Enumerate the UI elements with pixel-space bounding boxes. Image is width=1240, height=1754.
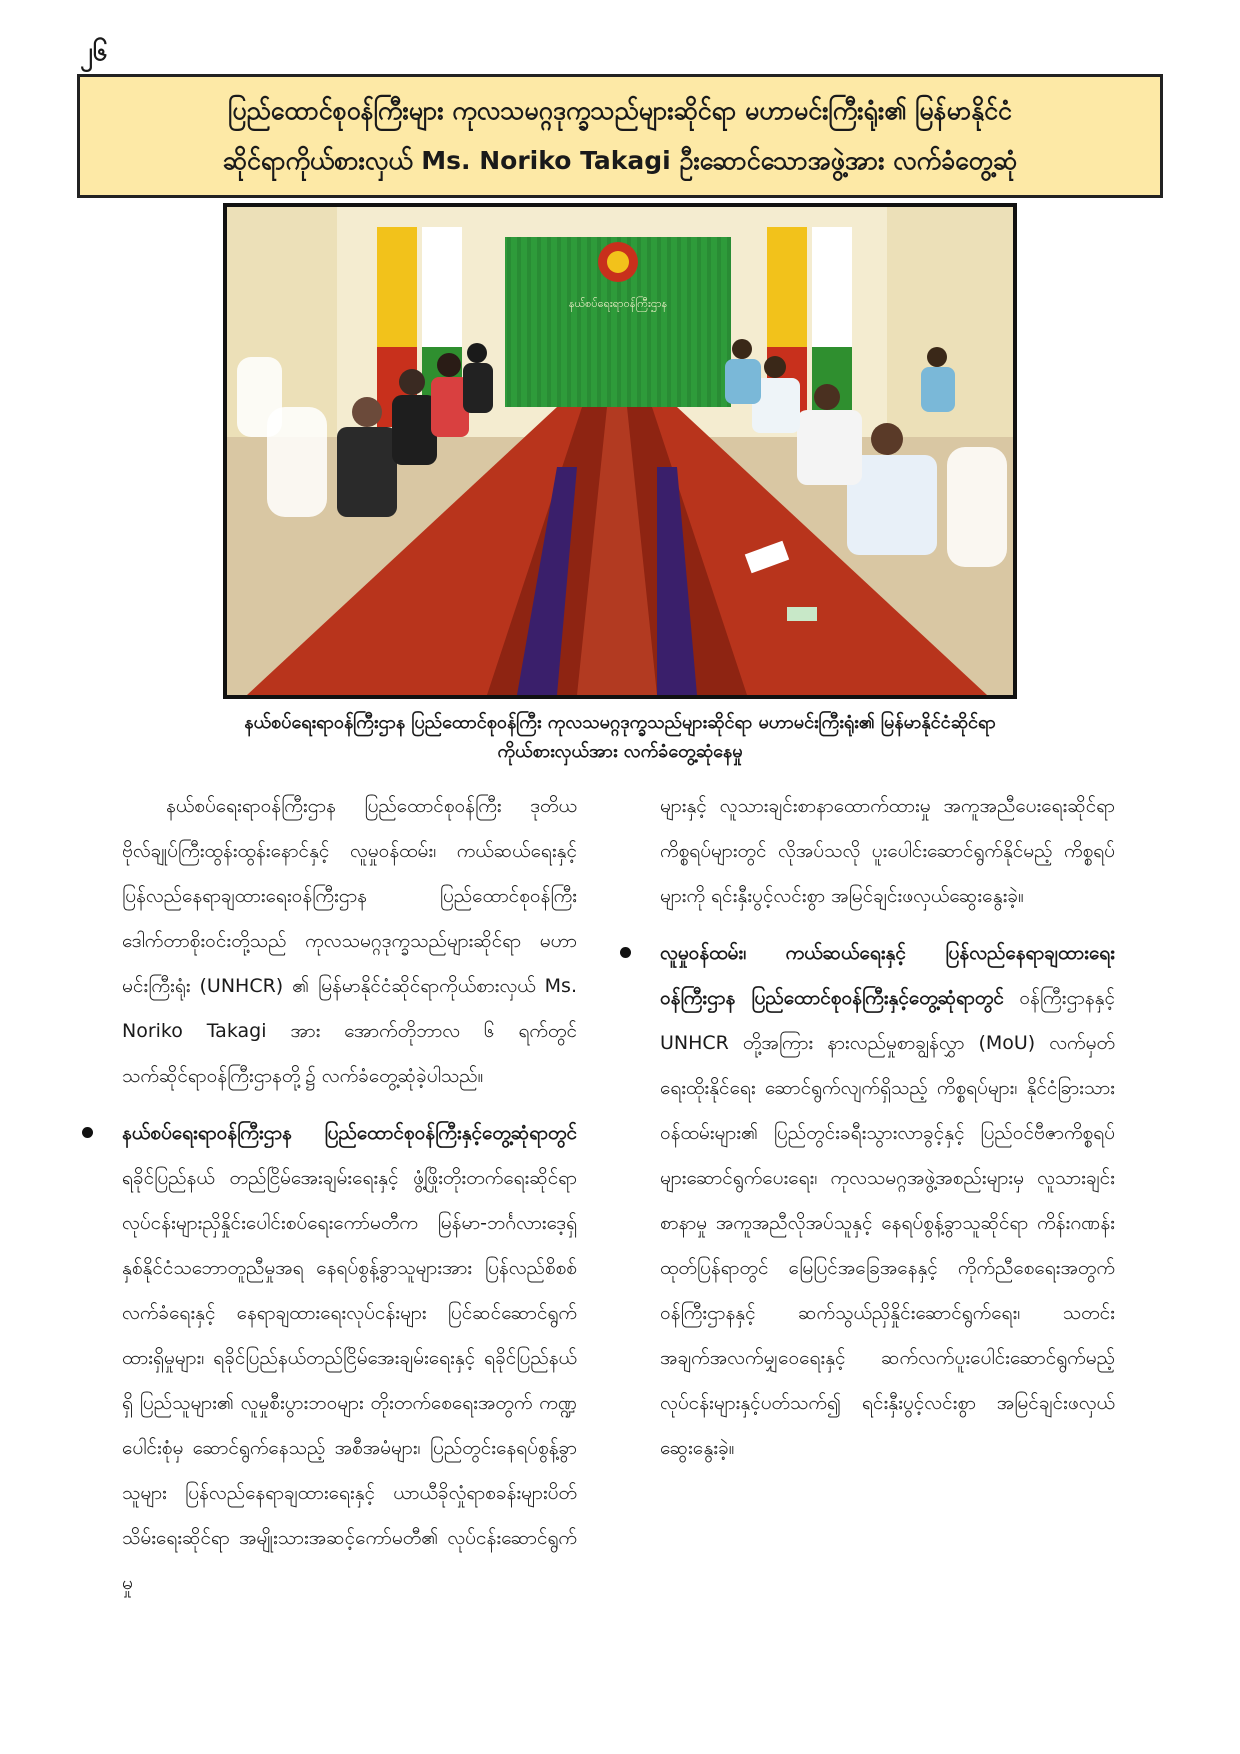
meeting-photo (223, 203, 1017, 699)
bullet-1-text: ရခိုင်ပြည်နယ် တည်ငြိမ်အေးချမ်းရေးနှင့် ဖွံ့ဖြိုးတိုးတက်ရေးဆိုင်ရာလုပ်ငန်းများညှိနှိုင်းပေါင်းစပ်ရေးကော်မတီက မြန်မာ-ဘင်္ဂလားဒေ့ရှ် နှစ်နိုင်ငံသဘောတူညီမှုအရ နေရပ်စွန့်ခွာသူများအား ပြန်လည်စိစစ်လက်ခံရေးနှင့် နေရာချထားရေးလုပ်ငန်းများ ပြင်ဆင်ဆောင်ရွက်ထားရှိမှုများ၊ ရခိုင်ပြည်နယ်တည်ငြိမ်အေးချမ်းရေးနှင့် ရခိုင်ပြည်နယ်ရှိ ပြည်သူများ၏ လူမှုစီးပွားဘဝများ တိုးတက်စေရေးအတွက် ကဏ္ဍပေါင်းစုံမှ ဆောင်ရွက်နေသည့် အစီအမံများ၊ ပြည်တွင်းနေရပ်စွန့်ခွာသူများ ပြန်လည်နေရာချထားရေးနှင့် ယာယီခိုလှုံရာစခန်းများပိတ်သိမ်းရေးဆိုင်ရာ အမျိုးသားအဆင့်ကော်မတီ၏ လုပ်ငန်းဆောင်ရွက်မှု (122, 1167, 577, 1594)
title-line-2: ဆိုင်ရာကိုယ်စားလှယ် Ms. Noriko Takagi ဦးဆောင်သောအဖွဲ့အား လက်ခံတွေ့ဆုံ (222, 146, 1018, 175)
title-box (77, 74, 1163, 198)
bullet-1-heading: နယ်စပ်ရေးရာဝန်ကြီးဌာန ပြည်ထောင်စုဝန်ကြီးနှင့်တွေ့ဆုံရာတွင် (122, 1122, 577, 1144)
banner-text: နယ်စပ်ရေးရာဝန်ကြီးဌာန (568, 297, 668, 310)
left-column (122, 784, 577, 1606)
right-column (660, 784, 1115, 1471)
continuation-paragraph: များနှင့် လူသားချင်းစာနာထောက်ထားမှု အကူအညီပေးရေးဆိုင်ရာကိစ္စရပ်များတွင် လိုအပ်သလို ပူးပေါင်းဆောင်ရွက်နိုင်မည့် ကိစ္စရပ်များကို ရင်းနှီးပွင့်လင်းစွာ အမြင်ချင်းဖလှယ်ဆွေးနွေးခဲ့။ (660, 795, 1115, 907)
meeting-photo-illustration (227, 207, 1013, 695)
bullet-item-1 (122, 1111, 577, 1606)
bullet-2-text: ဝန်ကြီးဌာနနှင့် UNHCR တို့အကြား နားလည်မှုစာချွန်လွှာ (MoU) လက်မှတ်ရေးထိုးနိုင်ရေး ဆောင်ရွက်လျက်ရှိသည့် ကိစ္စရပ်များ၊ နိုင်ငံခြားသားဝန်ထမ်းများ၏ ပြည်တွင်းခရီးသွားလာခွင့်နှင့် ပြည်ဝင်ဗီဇာကိစ္စရပ်များဆောင်ရွက်ပေးရေး၊ ကုလသမဂ္ဂအဖွဲ့အစည်းများမှ လူသားချင်းစာနာမှု အကူအညီလိုအပ်သူနှင့် နေရပ်စွန့်ခွာသူဆိုင်ရာ ကိန်းဂဏန်းထုတ်ပြန်ရာတွင် မြေပြင်အခြေအနေနှင့် ကိုက်ညီစေရေးအတွက် ဝန်ကြီးဌာနနှင့် ဆက်သွယ်ညှိနှိုင်းဆောင်ရွက်ရေး၊ သတင်းအချက်အလက်မျှဝေရေးနှင့် ဆက်လက်ပူးပေါင်းဆောင်ရွက်မည့်လုပ်ငန်းများနှင့်ပတ်သက်၍ ရင်းနှီးပွင့်လင်းစွာ အမြင်ချင်းဖလှယ်ဆွေးနွေးခဲ့။ (660, 987, 1115, 1459)
photo-caption (100, 708, 1140, 766)
title-line-1: ပြည်ထောင်စုဝန်ကြီးများ ကုလသမဂ္ဂဒုက္ခသည်များဆိုင်ရာ မဟာမင်းကြီးရုံး၏ မြန်မာနိုင်ငံ (228, 96, 1012, 125)
bullet-icon (620, 947, 631, 958)
intro-paragraph: နယ်စပ်ရေးရာဝန်ကြီးဌာန ပြည်ထောင်စုဝန်ကြီး ဒုတိယဗိုလ်ချုပ်ကြီးထွန်းထွန်းနောင်နှင့် လူမှုဝန်ထမ်း၊ ကယ်ဆယ်ရေးနှင့် ပြန်လည်နေရာချထားရေးဝန်ကြီးဌာန ပြည်ထောင်စုဝန်ကြီး ဒေါက်တာစိုးဝင်းတို့သည် ကုလသမဂ္ဂဒုက္ခသည်များဆိုင်ရာ မဟာမင်းကြီးရုံး (UNHCR) ၏ မြန်မာနိုင်ငံဆိုင်ရာကိုယ်စားလှယ် Ms. Noriko Takagi အား အောက်တိုဘာလ ၆ ရက်တွင် သက်ဆိုင်ရာဝန်ကြီးဌာနတို့၌ လက်ခံတွေ့ဆုံခဲ့ပါသည်။ (122, 795, 577, 1087)
bullet-2-heading: လူမှုဝန်ထမ်း၊ ကယ်ဆယ်ရေးနှင့် ပြန်လည်နေရာချထားရေးဝန်ကြီးဌာန ပြည်ထောင်စုဝန်ကြီးနှင့်တွေ့ဆုံရာတွင် (660, 942, 1115, 1009)
bullet-item-2 (660, 931, 1115, 1471)
caption-line-2: ကိုယ်စားလှယ်အား လက်ခံတွေ့ဆုံနေမှု (497, 741, 743, 762)
page-number: ၂၆ (80, 37, 108, 67)
bullet-icon (82, 1127, 93, 1138)
caption-line-1: နယ်စပ်ရေးရာဝန်ကြီးဌာန ပြည်ထောင်စုဝန်ကြီး ကုလသမဂ္ဂဒုက္ခသည်များဆိုင်ရာ မဟာမင်းကြီးရုံး၏ မြန်မာနိုင်ငံဆိုင်ရာ (244, 712, 996, 733)
